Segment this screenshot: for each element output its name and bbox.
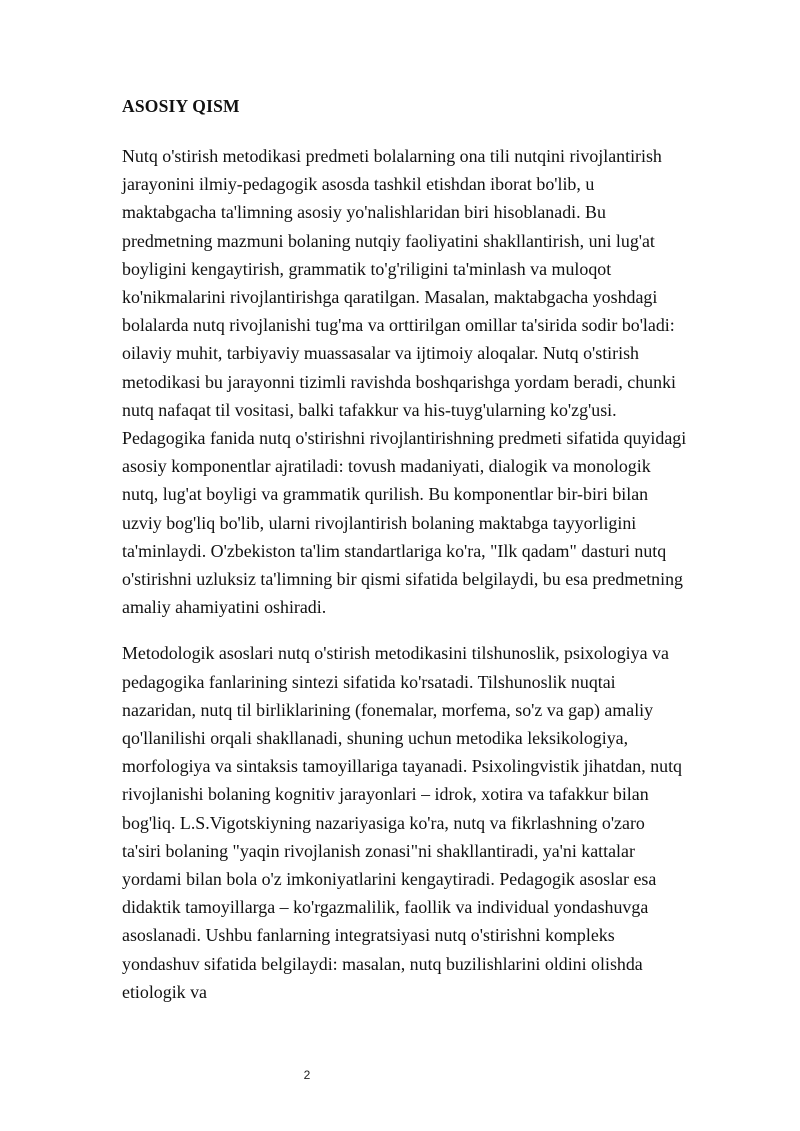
document-page	[122, 92, 688, 1024]
paragraph-1: Nutq o'stirish metodikasi predmeti bolalarning ona tili nutqini rivojlantirish jarayonini ilmiy-pedagogik asosda tashkil etishdan iborat bo'lib, u maktabgacha ta'limning asosiy yo'nalishlaridan biri hisoblanadi. Bu predmetning mazmuni bolaning nutqiy faoliyatini shakllantirish, uni lug'at boyligini kengaytirish, grammatik to'g'riligini ta'minlash va muloqot ko'nikmalarini rivojlantirishga qaratilgan. Masalan, maktabgacha yoshdagi bolalarda nutq rivojlanishi tug'ma va orttirilgan omillar ta'sirida sodir bo'ladi: oilaviy muhit, tarbiyaviy muassasalar va ijtimoiy aloqalar. Nutq o'stirish metodikasi bu jarayonni tizimli ravishda boshqarishga yordam beradi, chunki nutq nafaqat til vositasi, balki tafakkur va his-tuyg'ularning ko'zg'usi. Pedagogika fanida nutq o'stirishni rivojlantirishning predmeti sifatida quyidagi asosiy komponentlar ajratiladi: tovush madaniyati, dialogik va monologik nutq, lug'at boyligi va grammatik qurilish. Bu komponentlar bir-biri bilan uzviy bog'liq bo'lib, ularni rivojlantirish bolaning maktabga tayyorligini ta'minlaydi. O'zbekiston ta'lim standartlariga ko'ra, "Ilk qadam" dasturi nutq o'stirishni uzluksiz ta'limning bir qismi sifatida belgilaydi, bu esa predmetning amaliy ahamiyatini oshiradi.	[122, 146, 687, 618]
page-number: 2	[303, 1068, 311, 1082]
paragraph-2: Metodologik asoslari nutq o'stirish metodikasini tilshunoslik, psixologiya va pedagogika fanlarining sintezi sifatida ko'rsatadi. Tilshunoslik nuqtai nazaridan, nutq til birliklarining (fonemalar, morfema, so'z va gap) amaliy qo'llanilishi orqali shakllanadi, shuning uchun metodika leksikologiya, morfologiya va sintaksis tamoyillariga tayanadi. Psixolingvistik jihatdan, nutq rivojlanishi bolaning kognitiv jarayonlari – idrok, xotira va tafakkur bilan bog'liq. L.S.Vigotskiyning nazariyasiga ko'ra, nutq va fikrlashning o'zaro ta'siri bolaning "yaqin rivojlanish zonasi"ni shakllantiradi, ya'ni kattalar yordami bilan bola o'z imkoniyatlarini kengaytiradi. Pedagogik asoslar esa didaktik tamoyillarga – ko'rgazmalilik, faollik va individual yondashuvga asoslanadi. Ushbu fanlarning integratsiyasi nutq o'stirishni kompleks yondashuv sifatida belgilaydi: masalan, nutq buzilishlarini oldini olishda etiologik va	[122, 643, 682, 1002]
section-heading: ASOSIY QISM	[122, 96, 240, 116]
